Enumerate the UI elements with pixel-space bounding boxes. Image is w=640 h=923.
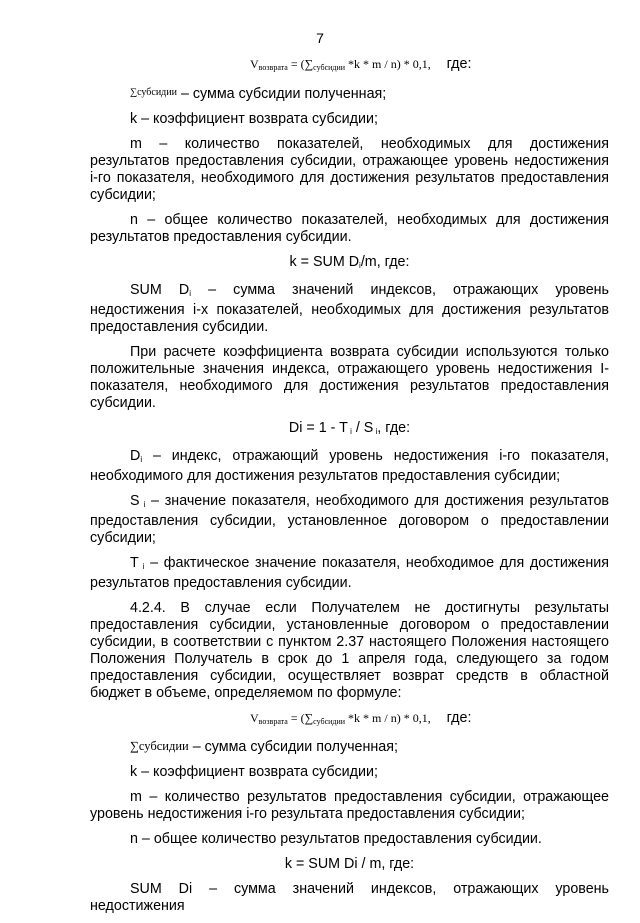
paragraph-sum-di-2: SUM Di – сумма значений индексов, отражающих уровень недостижения [90,881,609,914]
paragraph-ti: T $_i$ – фактическое значение показателя, необходимое для достижения результатов предоставления субсидии. [90,555,609,591]
paragraph-k-1: k – коэффициент возврата субсидии; [130,111,378,127]
paragraph-positive-values: При расчете коэффициента возврата субсидии используются только положительные значения индекса, отражающего уровень недостижения I-показателя, необходимого для достижения результатов предоставления субсидии. [90,344,609,411]
paragraph-k-2: k – коэффициент возврата субсидии; [130,764,378,780]
paragraph-n-1: n – общее количество показателей, необходимых для достижения результатов предоставления субсидии. [90,212,609,245]
paragraph-4-2-4: 4.2.4. В случае если Получателем не достигнуты результаты предоставления субсидии, установленные договором о предоставлении субсидии, в соответствии с пунктом 2.37 настоящего Положения настоящего Положения Получатель в срок до 1 апреля года, следующего за годом предоставления субсидии, осуществляет возврат средств в областной бюджет в объеме, определяемом по формуле: [90,600,609,701]
formula-k-1: k = SUM $D_i/m$, где: [289,254,410,270]
paragraph-sum-subsidy-1: $^{\sum субсидии}$ – сумма субсидии полученная; [130,86,387,102]
paragraph-n-2: n – общее количество результатов предоставления субсидии. [130,831,542,847]
paragraph-sum-subsidy-2: ∑субсидии – сумма субсидии полученная; [130,739,398,755]
paragraph-di: $D_i$ – индекс, отражающий уровень недостижения i-го показателя, необходимого для достижения результатов предоставления субсидии; [90,448,609,484]
paragraph-sum-di-1: SUM $D_i$ – сумма значений индексов, отражающих уровень недостижения i-х показателей, необходимых для достижения результатов предоставления субсидии. [90,282,609,335]
formula-v-return-2: Vвозврата = (∑субсидии *k * m / n) * 0,1, где: [250,710,472,726]
formula-di: Di = 1 - T $_i$ / S $_i$, где: [288,420,411,436]
page-number: 7 [316,30,324,46]
document-body [90,56,609,923]
formula-k-2: k = SUM Di / m, где: [284,856,415,872]
paragraph-si: S $_i$ – значение показателя, необходимого для достижения результатов предоставления субсидии, установленное договором о предоставлении субсидии; [90,493,609,546]
formula-v-return-1: Vвозврата = (∑субсидии *k * m / n) * 0,1, где: [250,56,472,72]
paragraph-m-1: m – количество показателей, необходимых для достижения результатов предоставления субсидии, отражающее уровень недостижения i-го показателя, необходимого для достижения результатов предоставления субсидии; [90,136,609,203]
paragraph-m-2: m – количество результатов предоставления субсидии, отражающее уровень недостижения i-го результата предоставления субсидии; [90,789,609,822]
